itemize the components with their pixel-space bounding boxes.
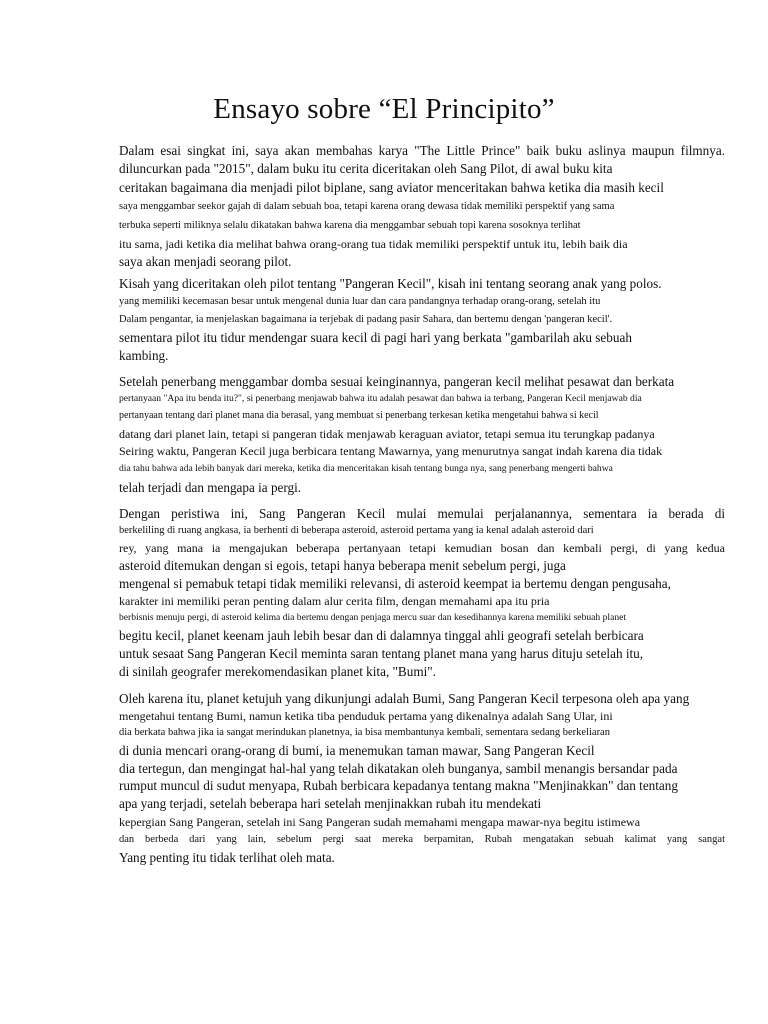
text-line: dia berkata bahwa jika ia sangat merindukan planetnya, ia bisa membantunya kembali, sementara sedang berkeliaran bbox=[119, 727, 610, 738]
text-line: mengenal si pemabuk tetapi tidak memiliki relevansi, di asteroid keempat ia bertemu dengan pengusaha, bbox=[119, 576, 671, 591]
text-line: Setelah penerbang menggambar domba sesuai keinginannya, pangeran kecil melihat pesawat dan berkata bbox=[119, 374, 675, 389]
text-line: saya akan menjadi seorang pilot. bbox=[119, 254, 292, 269]
text-line: apa yang terjadi, setelah beberapa hari setelah menjinakkan rubah itu mendekati bbox=[119, 796, 542, 811]
text-line: Dengan peristiwa ini, Sang Pangeran Kecil mulai memulai perjalanannya, sementara ia berada di bbox=[119, 506, 725, 521]
text-line: pertanyaan tentang dari planet mana dia berasal, yang membuat si penerbang terkesan ketika mengetahui bahwa si kecil bbox=[119, 410, 599, 421]
text-line: rey, yang mana ia mengajukan beberapa pertanyaan tetapi kemudian bosan dan kembali pergi, di yang kedua bbox=[119, 541, 725, 555]
text-line: di sinilah geografer merekomendasikan planet kita, "Bumi". bbox=[119, 664, 436, 679]
text-line: Kisah yang diceritakan oleh pilot tentang "Pangeran Kecil", kisah ini tentang seorang anak yang polos. bbox=[119, 276, 662, 291]
text-line: yang memiliki kecemasan besar untuk mengenal dunia luar dan cara pandangnya terhadap orang-orang, setelah itu bbox=[119, 296, 601, 307]
text-line: diluncurkan pada "2015", dalam buku itu cerita diceritakan oleh Sang Pilot, di awal buku kita bbox=[119, 161, 613, 176]
text-line: Seiring waktu, Pangeran Kecil juga berbicara tentang Mawarnya, yang menurutnya sangat indah karena dia tidak bbox=[119, 444, 663, 458]
paragraph-4 bbox=[119, 505, 725, 680]
paragraph-5 bbox=[119, 690, 725, 867]
text-line: karakter ini memiliki peran penting dalam alur cerita film, dengan memahami apa itu pria bbox=[119, 594, 550, 608]
paragraph-2 bbox=[119, 275, 725, 364]
text-line: kambing. bbox=[119, 348, 169, 363]
text-line: terbuka seperti miliknya selalu dikatakan bahwa karena dia menggambar sebuah topi karena sosoknya terlihat bbox=[119, 220, 581, 231]
text-line: sementara pilot itu tidur mendengar suara kecil di pagi hari yang berkata "gambarilah aku sebuah bbox=[119, 330, 632, 345]
text-line: mengetahui tentang Bumi, namun ketika tiba penduduk pertama yang dikenalnya adalah Sang Ular, ini bbox=[119, 709, 613, 723]
text-line: Yang penting itu tidak terlihat oleh mata. bbox=[119, 850, 335, 865]
text-line: ceritakan bagaimana dia menjadi pilot biplane, sang aviator menceritakan bahwa ketika dia masih kecil bbox=[119, 180, 664, 195]
text-line: Oleh karena itu, planet ketujuh yang dikunjungi adalah Bumi, Sang Pangeran Kecil terpesona oleh apa yang bbox=[119, 691, 690, 706]
text-line: itu sama, jadi ketika dia melihat bahwa orang-orang tua tidak memiliki perspektif untuk itu, lebih baik dia bbox=[119, 237, 628, 251]
paragraph-1 bbox=[119, 142, 725, 271]
text-line: berbisnis menuju pergi, di asteroid kelima dia bertemu dengan penjaga mercu suar dan kesedihannya karena memiliki sebuah planet bbox=[119, 612, 627, 623]
text-line: saya menggambar seekor gajah di dalam sebuah boa, tetapi karena orang dewasa tidak memiliki perspektif yang sama bbox=[119, 201, 615, 212]
text-line: dia tertegun, dan mengingat hal-hal yang telah dikatakan oleh bunganya, sambil menangis bersandar pada bbox=[119, 761, 678, 776]
paragraph-3 bbox=[119, 373, 725, 497]
text-line: di dunia mencari orang-orang di bumi, ia menemukan taman mawar, Sang Pangeran Kecil bbox=[119, 743, 595, 758]
text-line: datang dari planet lain, tetapi si pangeran tidak menjawab keraguan aviator, tetapi semua itu terungkap padanya bbox=[119, 427, 655, 441]
text-line: untuk sesaat Sang Pangeran Kecil meminta saran tentang planet mana yang harus dituju setelah itu, bbox=[119, 646, 644, 661]
text-line: pertanyaan "Apa itu benda itu?", si penerbang menjawab bahwa itu adalah pesawat dan bahwa ia terbang, Pangeran Kecil menjawab dia bbox=[119, 393, 642, 404]
text-line: begitu kecil, planet keenam jauh lebih besar dan di dalamnya tinggal ahli geografi setelah berbicara bbox=[119, 628, 644, 643]
text-line: Dalam pengantar, ia menjelaskan bagaimana ia terjebak di padang pasir Sahara, dan bertemu dengan 'pangeran kecil'. bbox=[119, 314, 613, 325]
text-line: dan berbeda dari yang lain, sebelum pergi saat mereka berpamitan, Rubah mengatakan sebuah kalimat yang sangat bbox=[119, 834, 725, 845]
text-line: dia tahu bahwa ada lebih banyak dari mereka, ketika dia menceritakan kisah tentang bunga nya, sang penerbang mengerti bahwa bbox=[119, 463, 613, 474]
text-line: telah terjadi dan mengapa ia pergi. bbox=[119, 480, 302, 495]
text-line: kepergian Sang Pangeran, setelah ini Sang Pangeran sudah memahami mengapa mawar-nya begitu istimewa bbox=[119, 815, 641, 829]
text-line: rumput muncul di sudut menyapa, Rubah berbicara kepadanya tentang makna "Menjinakkan" dan tentang bbox=[119, 778, 678, 793]
essay-title: Ensayo sobre “El Principito” bbox=[213, 93, 555, 125]
text-line: Dalam esai singkat ini, saya akan membahas karya "The Little Prince" baik buku aslinya maupun filmnya. bbox=[119, 143, 725, 158]
text-line: asteroid ditemukan dengan si egois, tetapi hanya beberapa menit sebelum pergi, juga bbox=[119, 558, 566, 573]
text-line: berkeliling di ruang angkasa, ia berhenti di beberapa asteroid, asteroid pertama yang ia kenal adalah asteroid dari bbox=[119, 525, 594, 536]
